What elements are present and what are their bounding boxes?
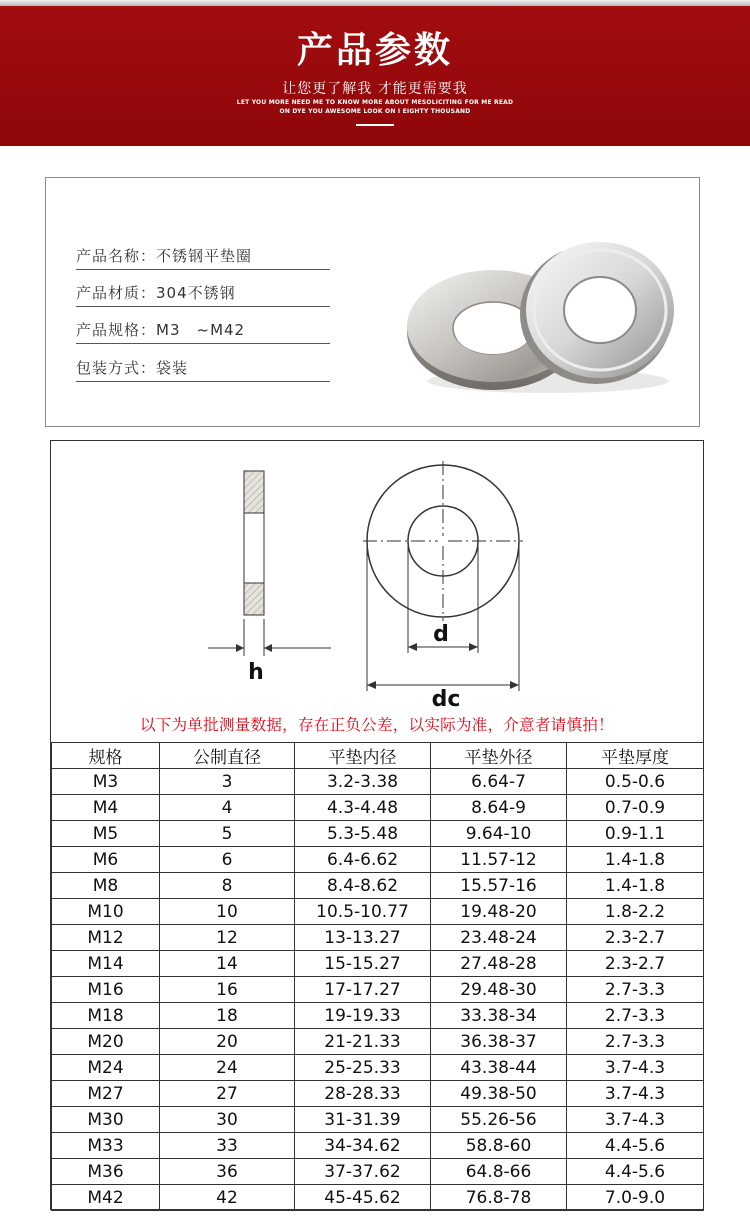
info-value: 袋装 [156, 359, 189, 377]
info-label: 包装方式： [76, 359, 157, 377]
cell-inner-diameter: 4.3-4.48 [295, 795, 431, 821]
dimension-label-d: d [433, 622, 449, 647]
cell-outer-diameter: 43.38-44 [431, 1055, 567, 1081]
info-label: 产品材质： [76, 284, 157, 302]
header-outer-diameter: 平垫外径 [431, 743, 567, 769]
cell-outer-diameter: 11.57-12 [431, 847, 567, 873]
cell-thickness: 1.4-1.8 [567, 847, 704, 873]
cell-size: M16 [52, 977, 160, 1003]
cell-size: M8 [52, 873, 160, 899]
cell-thickness: 2.3-2.7 [567, 951, 704, 977]
cell-metric-diameter: 10 [160, 899, 295, 925]
cell-metric-diameter: 8 [160, 873, 295, 899]
cell-inner-diameter: 25-25.33 [295, 1055, 431, 1081]
cell-outer-diameter: 33.38-34 [431, 1003, 567, 1029]
info-row-name [76, 244, 330, 270]
table-row [52, 977, 704, 1003]
cell-inner-diameter: 31-31.39 [295, 1107, 431, 1133]
cell-size: M20 [52, 1029, 160, 1055]
cell-inner-diameter: 34-34.62 [295, 1133, 431, 1159]
technical-drawing [51, 441, 703, 711]
header-banner [0, 0, 750, 146]
cell-thickness: 3.7-4.3 [567, 1055, 704, 1081]
cell-size: M30 [52, 1107, 160, 1133]
top-divider [0, 0, 750, 6]
cell-size: M4 [52, 795, 160, 821]
cell-metric-diameter: 18 [160, 1003, 295, 1029]
table-body [52, 769, 704, 1211]
cell-outer-diameter: 19.48-20 [431, 899, 567, 925]
washer-right [520, 242, 674, 384]
cell-outer-diameter: 64.8-66 [431, 1159, 567, 1185]
info-value: 不锈钢平垫圈 [156, 247, 253, 265]
cell-metric-diameter: 12 [160, 925, 295, 951]
cell-outer-diameter: 76.8-78 [431, 1185, 567, 1211]
cell-size: M33 [52, 1133, 160, 1159]
info-row-packaging [76, 356, 330, 382]
table-row [52, 1107, 704, 1133]
spec-table [51, 742, 704, 1211]
cell-size: M24 [52, 1055, 160, 1081]
cell-size: M12 [52, 925, 160, 951]
cell-outer-diameter: 49.38-50 [431, 1081, 567, 1107]
table-row [52, 1185, 704, 1211]
info-value: 304不锈钢 [156, 284, 236, 302]
washer-product-photo [398, 236, 678, 396]
cell-metric-diameter: 42 [160, 1185, 295, 1211]
cell-thickness: 4.4-5.6 [567, 1133, 704, 1159]
table-row [52, 899, 704, 925]
cell-inner-diameter: 45-45.62 [295, 1185, 431, 1211]
header-metric-diameter: 公制直径 [160, 743, 295, 769]
table-row [52, 925, 704, 951]
cell-thickness: 3.7-4.3 [567, 1081, 704, 1107]
cell-size: M5 [52, 821, 160, 847]
table-row [52, 1159, 704, 1185]
cell-metric-diameter: 20 [160, 1029, 295, 1055]
cell-inner-diameter: 19-19.33 [295, 1003, 431, 1029]
cell-inner-diameter: 15-15.27 [295, 951, 431, 977]
cell-metric-diameter: 27 [160, 1081, 295, 1107]
cell-inner-diameter: 5.3-5.48 [295, 821, 431, 847]
cell-thickness: 1.8-2.2 [567, 899, 704, 925]
cell-thickness: 3.7-4.3 [567, 1107, 704, 1133]
header-inner-diameter: 平垫内径 [295, 743, 431, 769]
washer-side-view [208, 471, 331, 656]
cell-outer-diameter: 27.48-28 [431, 951, 567, 977]
table-row [52, 769, 704, 795]
table-row [52, 873, 704, 899]
cell-size: M42 [52, 1185, 160, 1211]
cell-outer-diameter: 8.64-9 [431, 795, 567, 821]
table-row [52, 795, 704, 821]
cell-thickness: 7.0-9.0 [567, 1185, 704, 1211]
table-row [52, 1029, 704, 1055]
cell-size: M14 [52, 951, 160, 977]
header-thickness: 平垫厚度 [567, 743, 704, 769]
table-row [52, 951, 704, 977]
page-title: 产品参数 [296, 30, 453, 71]
cell-inner-diameter: 8.4-8.62 [295, 873, 431, 899]
tolerance-notice: 以下为单批测量数据，存在正负公差，以实际为准，介意者请慎拍！ [139, 716, 614, 734]
cell-thickness: 0.9-1.1 [567, 821, 704, 847]
title-underline [356, 124, 394, 126]
washer-front-view [363, 461, 523, 691]
cell-outer-diameter: 9.64-10 [431, 821, 567, 847]
product-info-panel [45, 177, 700, 427]
table-row [52, 1055, 704, 1081]
table-row [52, 847, 704, 873]
cell-thickness: 0.7-0.9 [567, 795, 704, 821]
english-tagline-1: LET YOU MORE NEED ME TO KNOW MORE ABOUT MESOLICITING FOR ME READ [236, 99, 514, 106]
english-tagline-2: ON DYE YOU AWESOME LOOK ON I EIGHTY THOUSAND [279, 108, 471, 115]
dimension-label-h: h [248, 660, 264, 685]
table-row [52, 1003, 704, 1029]
cell-metric-diameter: 24 [160, 1055, 295, 1081]
page-subtitle: 让您更了解我 才能更需要我 [282, 81, 468, 97]
cell-metric-diameter: 6 [160, 847, 295, 873]
cell-metric-diameter: 14 [160, 951, 295, 977]
cell-inner-diameter: 10.5-10.77 [295, 899, 431, 925]
cell-inner-diameter: 3.2-3.38 [295, 769, 431, 795]
cell-size: M6 [52, 847, 160, 873]
table-row [52, 821, 704, 847]
header-size: 规格 [52, 743, 160, 769]
cell-size: M18 [52, 1003, 160, 1029]
cell-size: M3 [52, 769, 160, 795]
cell-thickness: 2.7-3.3 [567, 1029, 704, 1055]
cell-thickness: 2.7-3.3 [567, 1003, 704, 1029]
cell-outer-diameter: 15.57-16 [431, 873, 567, 899]
cell-outer-diameter: 6.64-7 [431, 769, 567, 795]
cell-thickness: 0.5-0.6 [567, 769, 704, 795]
table-row [52, 1133, 704, 1159]
cell-thickness: 2.7-3.3 [567, 977, 704, 1003]
cell-inner-diameter: 13-13.27 [295, 925, 431, 951]
table-header-row [52, 743, 704, 769]
cell-thickness: 4.4-5.6 [567, 1159, 704, 1185]
cell-metric-diameter: 4 [160, 795, 295, 821]
cell-inner-diameter: 17-17.27 [295, 977, 431, 1003]
cell-outer-diameter: 29.48-30 [431, 977, 567, 1003]
info-label: 产品名称： [76, 247, 157, 265]
cell-inner-diameter: 37-37.62 [295, 1159, 431, 1185]
cell-inner-diameter: 21-21.33 [295, 1029, 431, 1055]
table-row [52, 1081, 704, 1107]
cell-outer-diameter: 58.8-60 [431, 1133, 567, 1159]
cell-outer-diameter: 36.38-37 [431, 1029, 567, 1055]
cell-metric-diameter: 5 [160, 821, 295, 847]
cell-metric-diameter: 30 [160, 1107, 295, 1133]
cell-size: M36 [52, 1159, 160, 1185]
cell-metric-diameter: 16 [160, 977, 295, 1003]
info-row-spec [76, 318, 330, 344]
cell-metric-diameter: 3 [160, 769, 295, 795]
dimension-label-dc: dc [431, 687, 461, 711]
cell-outer-diameter: 55.26-56 [431, 1107, 567, 1133]
cell-inner-diameter: 6.4-6.62 [295, 847, 431, 873]
info-row-material [76, 281, 330, 307]
cell-size: M27 [52, 1081, 160, 1107]
cell-thickness: 1.4-1.8 [567, 873, 704, 899]
cell-inner-diameter: 28-28.33 [295, 1081, 431, 1107]
info-label: 产品规格： [76, 321, 157, 339]
cell-outer-diameter: 23.48-24 [431, 925, 567, 951]
cell-size: M10 [52, 899, 160, 925]
cell-thickness: 2.3-2.7 [567, 925, 704, 951]
info-value: M3 ~M42 [156, 321, 246, 339]
spec-section [50, 440, 704, 1210]
cell-metric-diameter: 33 [160, 1133, 295, 1159]
cell-metric-diameter: 36 [160, 1159, 295, 1185]
